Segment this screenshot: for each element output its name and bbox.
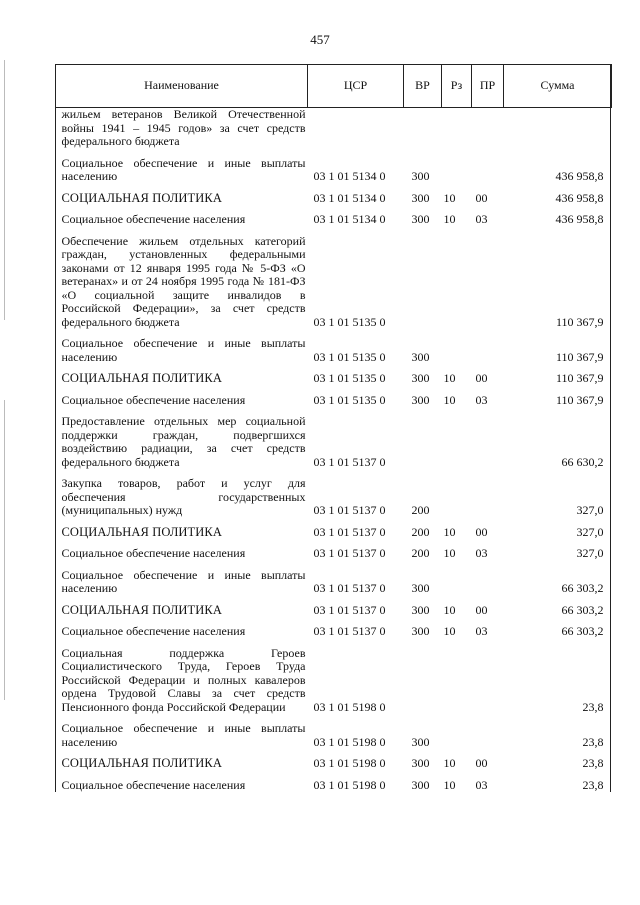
- cell-name: Социальная поддержка Героев Социалистического Труда, Героев Труда Российской Федерации и полных кавалеров ордена Трудовой Славы за счет средств Пенсионного фонда Российской Федерации: [61, 645, 306, 714]
- cell-csr: 03 1 01 5137 0: [313, 503, 386, 517]
- cell-vr: 200: [411, 546, 430, 560]
- cell-rz: 10: [443, 546, 456, 560]
- cell-name: Социальное обеспечение и иные выплаты населению: [61, 567, 306, 595]
- cell-name: Социальное обеспечение населения: [61, 624, 246, 638]
- cell-vr: 300: [411, 212, 430, 226]
- table-row: [56, 415, 612, 469]
- cell-sum: 66 630,2: [561, 454, 604, 469]
- cell-pr: [472, 569, 504, 596]
- cell-name: Социальное обеспечение населения: [61, 392, 246, 407]
- cell-sum: 23,8: [582, 777, 604, 792]
- cell-rz: 10: [443, 190, 456, 205]
- cell-rz: [442, 235, 472, 330]
- table-row: [56, 547, 612, 561]
- cell-vr: [404, 108, 442, 149]
- table-row: [56, 477, 612, 518]
- cell-pr: [472, 157, 504, 184]
- cell-sum: 66 303,2: [561, 581, 604, 595]
- scan-edge-mark: [4, 400, 5, 700]
- cell-sum: 23,8: [582, 699, 604, 714]
- header-pr: ПР: [472, 65, 504, 108]
- cell-name: Социальное обеспечение населения: [61, 546, 246, 560]
- cell-name: жильем ветеранов Великой Отечественной войны 1941 – 1945 годов» за счет средств федерального бюджета: [61, 107, 306, 148]
- cell-pr: 00: [475, 756, 488, 770]
- header-sum: Сумма: [504, 65, 612, 108]
- cell-rz: [442, 569, 472, 596]
- table-row: [56, 647, 612, 715]
- cell-vr: 300: [411, 349, 430, 364]
- cell-rz: [442, 415, 472, 469]
- cell-vr: 300: [411, 756, 430, 770]
- cell-sum: 110 367,9: [555, 349, 604, 364]
- table-row: [56, 569, 612, 596]
- cell-pr: [472, 722, 504, 749]
- cell-sum: 66 303,2: [561, 624, 604, 638]
- table-row: [56, 235, 612, 330]
- cell-sum: 436 958,8: [555, 169, 604, 183]
- cell-rz: 10: [443, 602, 456, 617]
- cell-vr: 200: [411, 503, 430, 517]
- cell-pr: 03: [475, 624, 488, 638]
- cell-pr: [472, 415, 504, 469]
- cell-name: СОЦИАЛЬНАЯ ПОЛИТИКА: [61, 756, 222, 770]
- cell-sum: 110 367,9: [555, 371, 604, 385]
- cell-vr: [404, 647, 442, 715]
- cell-sum: 66 303,2: [561, 602, 604, 617]
- cell-name: Закупка товаров, работ и услуг для обеспечения государственных (муниципальных) нужд: [61, 476, 306, 517]
- cell-name: Социальное обеспечение и иные выплаты населению: [61, 336, 306, 364]
- page-number: 457: [310, 32, 330, 47]
- cell-sum: 110 367,9: [555, 314, 604, 329]
- cell-name: Социальное обеспечение населения: [61, 212, 246, 226]
- table-row: [56, 625, 612, 639]
- cell-csr: 03 1 01 5134 0: [313, 169, 386, 183]
- header-name: Наименование: [56, 65, 308, 108]
- table-left-border: [55, 64, 56, 792]
- cell-rz: [442, 108, 472, 149]
- header-csr: ЦСР: [308, 65, 404, 108]
- table-row: [56, 394, 612, 408]
- header-rz: Рз: [442, 65, 472, 108]
- cell-csr: 03 1 01 5135 0: [313, 314, 386, 329]
- table-row: [56, 372, 612, 386]
- cell-vr: 300: [411, 602, 430, 617]
- cell-sum: 436 958,8: [555, 212, 604, 226]
- table-row: [56, 108, 612, 149]
- table-row: [56, 604, 612, 618]
- budget-table: [55, 64, 612, 792]
- cell-pr: 03: [475, 777, 488, 792]
- table-header: [56, 65, 612, 108]
- cell-vr: 300: [411, 734, 430, 749]
- table-row: [56, 213, 612, 227]
- cell-rz: 10: [443, 777, 456, 792]
- cell-pr: [472, 647, 504, 715]
- budget-table-container: [55, 64, 611, 792]
- cell-name: Предоставление отдельных мер социальной поддержки граждан, подвергшихся воздействию радиации, за счет средств федерального бюджета: [61, 414, 306, 469]
- cell-name: Социальное обеспечение населения: [61, 777, 246, 792]
- cell-rz: [442, 647, 472, 715]
- table-row: [56, 526, 612, 540]
- cell-pr: [472, 108, 504, 149]
- cell-name: СОЦИАЛЬНАЯ ПОЛИТИКА: [61, 190, 222, 205]
- cell-rz: 10: [443, 371, 456, 385]
- cell-csr: 03 1 01 5137 0: [313, 454, 386, 469]
- table-row: [56, 779, 612, 793]
- cell-pr: 00: [475, 524, 488, 539]
- cell-csr: 03 1 01 5135 0: [313, 392, 386, 407]
- cell-csr: 03 1 01 5198 0: [313, 777, 386, 792]
- cell-rz: [442, 722, 472, 749]
- cell-csr: 03 1 01 5137 0: [313, 624, 386, 638]
- cell-csr: 03 1 01 5198 0: [313, 734, 386, 749]
- cell-sum: [504, 108, 612, 149]
- table-right-border: [610, 64, 611, 792]
- cell-sum: 327,0: [576, 503, 604, 517]
- cell-sum: 23,8: [582, 756, 604, 770]
- cell-vr: [404, 235, 442, 330]
- cell-name: Социальное обеспечение и иные выплаты населению: [61, 721, 306, 749]
- cell-vr: 300: [411, 777, 430, 792]
- cell-csr: 03 1 01 5198 0: [313, 756, 386, 770]
- table-body: [56, 108, 612, 793]
- cell-pr: [472, 477, 504, 518]
- cell-name: СОЦИАЛЬНАЯ ПОЛИТИКА: [61, 602, 222, 617]
- cell-rz: 10: [443, 756, 456, 770]
- cell-rz: [442, 157, 472, 184]
- cell-vr: 300: [411, 190, 430, 205]
- cell-pr: 03: [475, 212, 488, 226]
- cell-name: СОЦИАЛЬНАЯ ПОЛИТИКА: [61, 371, 222, 385]
- cell-pr: 00: [475, 371, 488, 385]
- cell-vr: 200: [411, 524, 430, 539]
- scan-edge-mark: [4, 60, 5, 320]
- cell-sum: 110 367,9: [555, 392, 604, 407]
- cell-name: СОЦИАЛЬНАЯ ПОЛИТИКА: [61, 524, 222, 539]
- cell-rz: 10: [443, 524, 456, 539]
- cell-sum: 436 958,8: [555, 190, 604, 205]
- cell-csr: 03 1 01 5137 0: [313, 546, 386, 560]
- cell-vr: 300: [411, 392, 430, 407]
- cell-csr: 03 1 01 5137 0: [313, 602, 386, 617]
- table-row: [56, 157, 612, 184]
- cell-pr: 00: [475, 190, 488, 205]
- cell-pr: [472, 337, 504, 364]
- cell-csr: 03 1 01 5137 0: [313, 524, 386, 539]
- cell-csr: 03 1 01 5198 0: [313, 699, 386, 714]
- cell-name: Обеспечение жильем отдельных категорий граждан, установленных федеральными законами от 12 января 1995 года № 5-ФЗ «О ветеранах» и от 24 ноября 1995 года № 181-ФЗ «О социальной защите инвалидов в Российской Федерации», за счет средств федерального бюджета: [61, 233, 306, 329]
- cell-rz: [442, 477, 472, 518]
- table-row: [56, 337, 612, 364]
- cell-vr: 300: [411, 624, 430, 638]
- header-vr: ВР: [404, 65, 442, 108]
- cell-name: Социальное обеспечение и иные выплаты населению: [61, 155, 306, 183]
- cell-csr: 03 1 01 5135 0: [313, 349, 386, 364]
- cell-sum: 23,8: [582, 734, 604, 749]
- cell-rz: 10: [443, 212, 456, 226]
- cell-rz: [442, 337, 472, 364]
- cell-pr: 03: [475, 392, 488, 407]
- cell-csr: [308, 108, 404, 149]
- cell-vr: 300: [411, 581, 430, 595]
- cell-vr: 300: [411, 371, 430, 385]
- cell-csr: 03 1 01 5135 0: [313, 371, 386, 385]
- cell-rz: 10: [443, 624, 456, 638]
- cell-vr: [404, 415, 442, 469]
- cell-sum: 327,0: [576, 546, 604, 560]
- table-row: [56, 192, 612, 206]
- cell-pr: 03: [475, 546, 488, 560]
- cell-rz: 10: [443, 392, 456, 407]
- table-row: [56, 722, 612, 749]
- table-row: [56, 757, 612, 771]
- cell-pr: 00: [475, 602, 488, 617]
- cell-sum: 327,0: [576, 524, 604, 539]
- cell-csr: 03 1 01 5134 0: [313, 190, 386, 205]
- cell-csr: 03 1 01 5134 0: [313, 212, 386, 226]
- cell-pr: [472, 235, 504, 330]
- cell-csr: 03 1 01 5137 0: [313, 581, 386, 595]
- cell-vr: 300: [411, 169, 430, 183]
